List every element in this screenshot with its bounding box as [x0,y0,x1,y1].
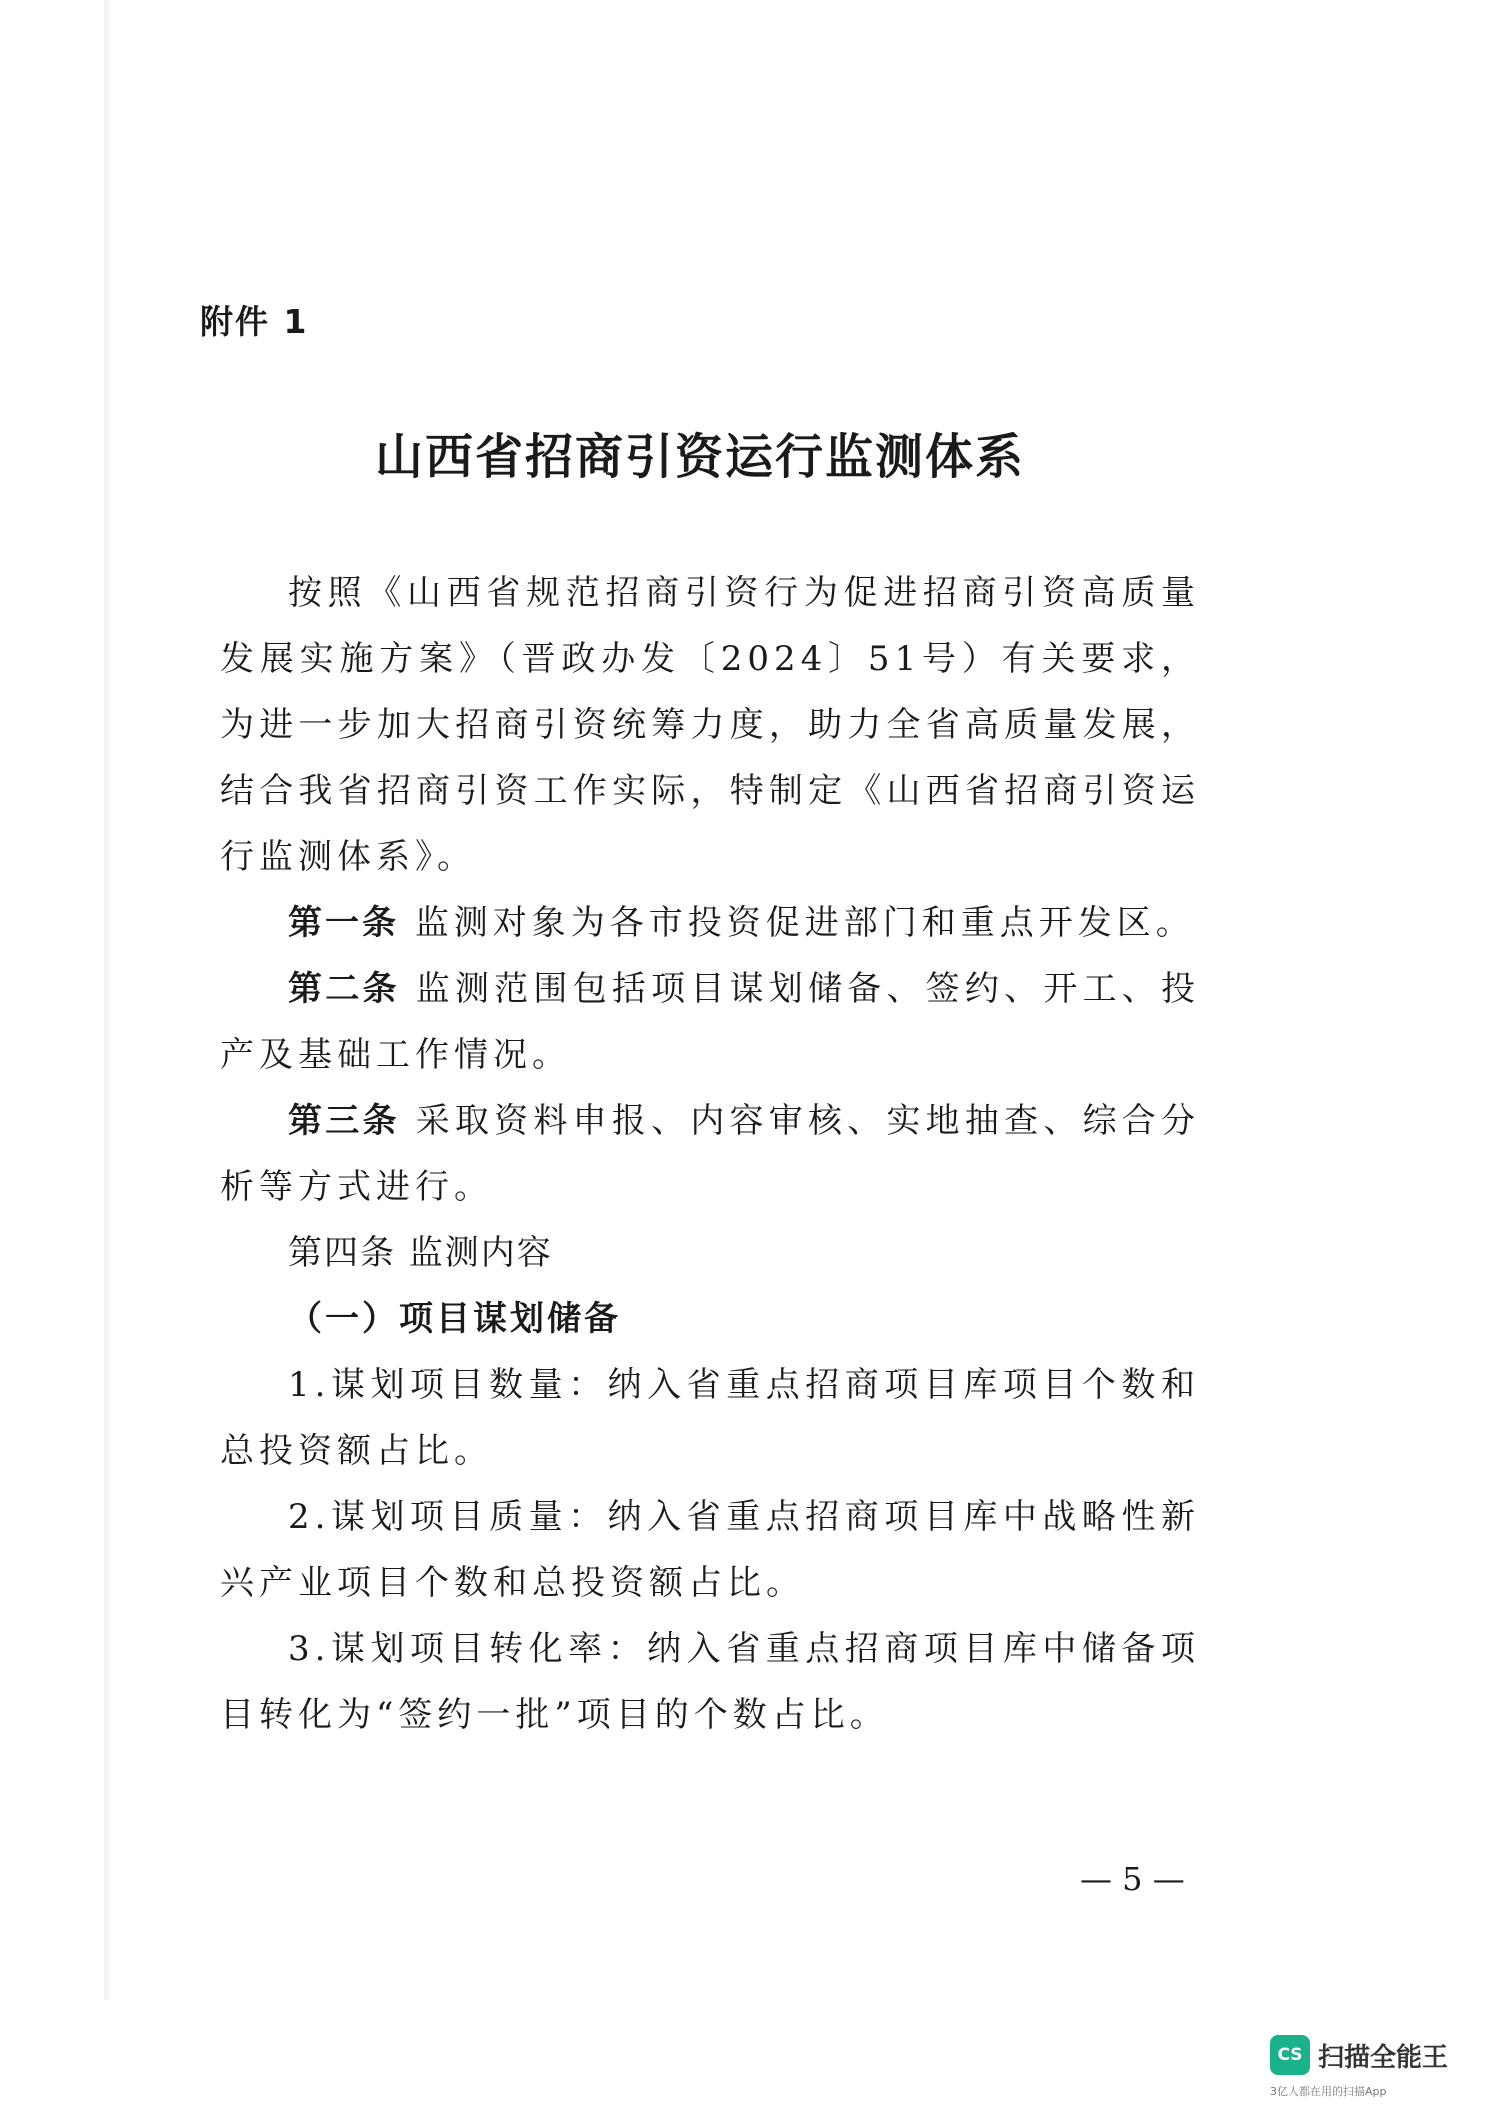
article-label: 第一条 [288,903,399,943]
camscanner-logo-icon: CS [1270,2035,1310,2075]
article-text: 监测内容 [408,1233,553,1273]
section-heading: （一）项目谋划储备 [288,1299,621,1339]
article-text: 采取资料申报、内容审核、实地抽查、综合分析等方式进行。 [220,1101,1201,1207]
article-1 [220,890,1200,956]
article-text: 监测范围包括项目谋划储备、签约、开工、投产及基础工作情况。 [220,969,1201,1075]
intro-paragraph: 按照《山西省规范招商引资行为促进招商引资高质量发展实施方案》（晋政办发〔2024〕51号）有关要求，为进一步加大招商引资统筹力度，助力全省高质量发展，结合我省招商引资工作实际，特制定《山西省招商引资运行监测体系》。 [220,573,1200,877]
watermark-tagline: 3亿人都在用的扫描App [1270,2085,1387,2098]
page-number: — 5 — [1080,1860,1185,1898]
article-label: 第三条 [288,1101,400,1141]
list-item: 1.谋划项目数量：纳入省重点招商项目库项目个数和总投资额占比。 [220,1365,1200,1471]
list-item: 3.谋划项目转化率：纳入省重点招商项目库中储备项目转化为“签约一批”项目的个数占比。 [220,1629,1200,1735]
scan-edge-shadow [104,0,110,2000]
attachment-label: 附件 1 [200,302,309,341]
list-item: 2.谋划项目质量：纳入省重点招商项目库中战略性新兴产业项目个数和总投资额占比。 [220,1497,1200,1603]
article-text: 监测对象为各市投资促进部门和重点开发区。 [414,903,1195,943]
article-label: 第四条 [288,1233,396,1273]
article-label: 第二条 [288,969,400,1009]
document-title: 山西省招商引资运行监测体系 [374,429,1025,485]
article-4 [220,1220,1200,1286]
article-3 [220,1088,1200,1220]
document-body [220,560,1200,1748]
watermark-brand: 扫描全能王 [1318,2043,1449,2073]
article-2 [220,956,1200,1088]
